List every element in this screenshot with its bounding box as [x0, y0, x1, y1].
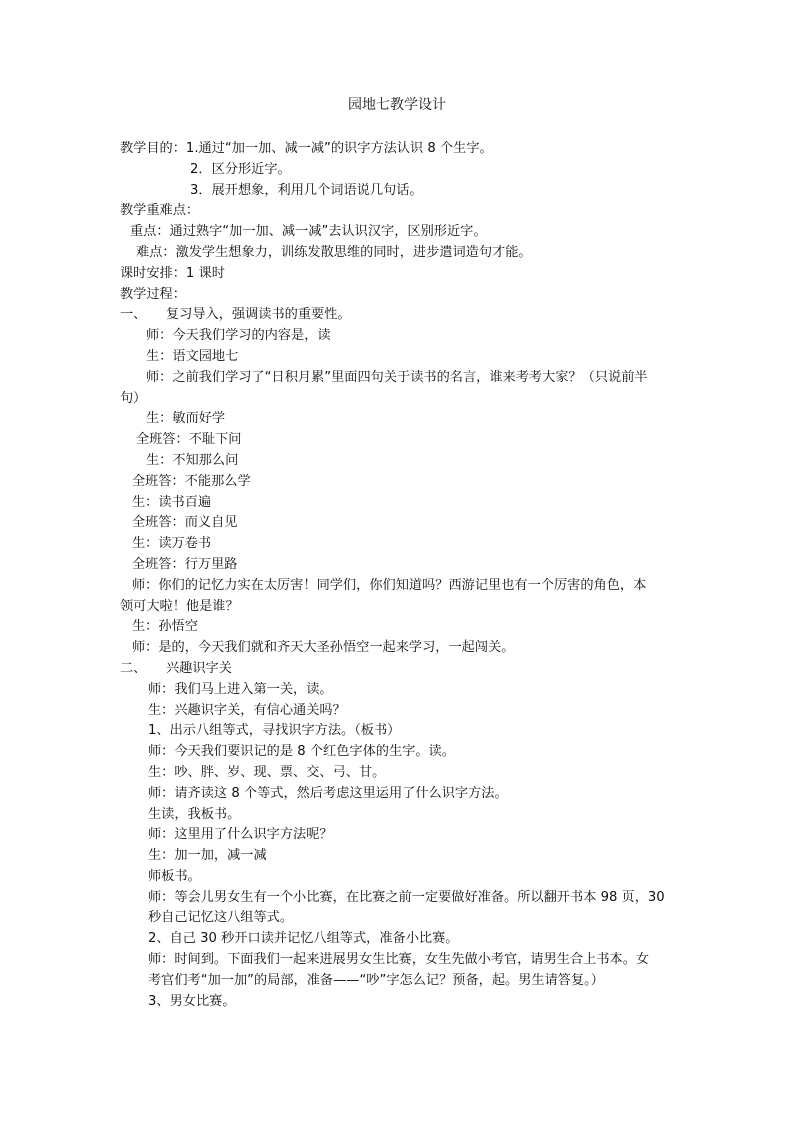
- text-line: 课时安排：1 课时: [120, 265, 225, 281]
- text-line: 生：不知那么问: [146, 452, 239, 468]
- text-line: 难点：激发学生想象力，训练发散思维的同时，进步遣词造句才能。: [136, 244, 532, 260]
- text-line: 生：孙悟空: [132, 619, 198, 635]
- text-line: 师：等会儿男女生有一个小比赛，在比赛之前一定要做好准备。所以翻开书本 98 页，30: [148, 889, 665, 905]
- text-line: 师：时间到。下面我们一起来进展男女生比赛，女生先做小考官，请男生合上书本。女: [148, 952, 650, 968]
- section-heading: [120, 659, 680, 680]
- text-line: 师：我们马上进入第一关，读。: [148, 681, 333, 697]
- text-line: 师：之前我们学习了“日积月累”里面四句关于读书的名言，谁来考考大家？（只说前半: [146, 369, 648, 385]
- text-line: 师：今天我们要识记的是 8 个红色字体的生字。读。: [148, 744, 455, 760]
- text-line: 3、男女比赛。: [148, 993, 236, 1009]
- text-line: 生读，我板书。: [148, 806, 241, 822]
- text-line: 师：是的，今天我们就和齐天大圣孙悟空一起来学习，一起闯关。: [132, 640, 515, 656]
- document-body: [120, 139, 680, 1012]
- text-line: 全班答：而义自见: [132, 515, 238, 531]
- text-line: 全班答：不能那么学: [132, 473, 251, 489]
- text-line: 全班答：不耻下问: [136, 432, 242, 448]
- text-line: 教学目的：1.通过“加一加、减一减”的识字方法认识 8 个生字。: [120, 141, 493, 156]
- section-text: 兴趣识字关: [166, 660, 232, 676]
- text-line: 生：加一加，减一减: [148, 848, 267, 864]
- text-line: 全班答：行万里路: [132, 556, 238, 572]
- text-line: 重点：通过熟字“加一加、减一减”去认识汉字，区别形近字。: [130, 224, 487, 240]
- section-number: 二、: [120, 660, 147, 676]
- text-line: 2．区分形近字。: [190, 161, 291, 177]
- text-line: 生：兴趣识字关，有信心通关吗？: [148, 702, 346, 718]
- text-line: 师：请齐读这 8 个等式，然后考虑这里运用了什么识字方法。: [148, 785, 508, 801]
- text-line: 生：吵、胖、岁、现、票、交、弓、甘。: [148, 764, 386, 780]
- section-heading: [120, 305, 680, 326]
- text-line: 生：敏而好学: [146, 411, 226, 427]
- text-line: 师：这里用了什么识字方法呢？: [148, 827, 333, 843]
- text-line: 1、出示八组等式，寻找识字方法。（板书）: [148, 723, 401, 739]
- text-line: 秒自己记忆这八组等式。: [148, 910, 294, 926]
- text-line: 师：你们的记忆力实在太厉害！同学们，你们知道吗？西游记里也有一个厉害的角色，本: [132, 577, 647, 593]
- text-line: 3．展开想象，利用几个词语说几句话。: [190, 182, 423, 198]
- text-line: 生：读书百遍: [132, 494, 212, 510]
- text-line: 句）: [120, 390, 147, 406]
- text-line: 教学过程：: [120, 286, 186, 302]
- text-line: 师：今天我们学习的内容是，读: [146, 328, 331, 344]
- text-line: 生：读万卷书: [132, 536, 212, 552]
- section-text: 复习导入，强调读书的重要性。: [166, 307, 351, 323]
- text-line: 师板书。: [148, 868, 201, 884]
- text-line: 考官们考“加一加”的局部，准备——“吵”字怎么记？预备，起。男生请答复。）: [148, 972, 604, 988]
- section-number: 一、: [120, 307, 147, 323]
- text-line: 教学重难点：: [120, 203, 200, 219]
- page-title: 园地七教学设计: [348, 97, 446, 113]
- text-line: 生：语文园地七: [146, 348, 239, 364]
- text-line: 领可大啦！他是谁？: [120, 598, 239, 614]
- text-line: 2、自己 30 秒开口读并记忆八组等式，准备小比赛。: [148, 931, 459, 947]
